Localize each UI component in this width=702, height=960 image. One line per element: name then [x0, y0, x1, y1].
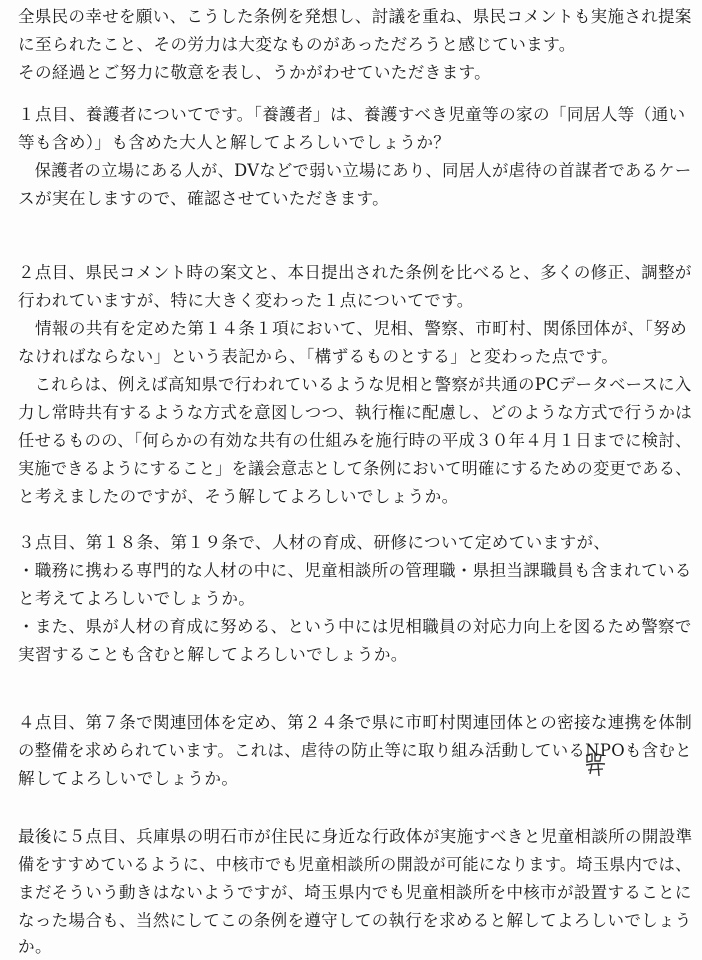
point3-line-5: 実習することも含むと解してよろしいでしょうか。	[18, 645, 408, 664]
point1-line-1: １点目、養護者についてです。「養護者」は、養護すべき児童等の家の「同居人等（通い	[18, 105, 686, 124]
point5-line-3: まだそういう動きはないようですが、埼玉県内でも児童相談所を中核市が設置することに	[18, 883, 692, 902]
point4-line-1: ４点目、第７条で関連団体を定め、第２４条で県に市町村関連団体との密接な連携を体制	[18, 713, 693, 732]
point2-line-2: 行われていますが、特に大きく変わった１点についてです。	[18, 291, 474, 310]
point2-line-9: と考えましたのですが、そう解してよろしいでしょうか。	[18, 487, 459, 506]
point2-line-8: 実施できるようにすること」を議会意志として条例において明確にするための変更である、	[18, 459, 692, 478]
point4-line-3: 解してよろしいでしょうか。	[18, 769, 239, 788]
point4-line-2: の整備を求められています。これは、虐待の防止等に取り組み活動しているNPOも含むと	[18, 741, 692, 760]
handwritten-annotation-mark	[583, 752, 609, 778]
intro-line-3: その経過とご努力に敬意を表し、うかがわせていただきます。	[18, 63, 492, 82]
point3-line-1: ３点目、第１８条、第１９条で、人材の育成、研修について定めていますが、	[18, 533, 611, 552]
point3-line-2: ・職務に携わる専門的な人材の中に、児童相談所の管理職・県担当課職員も含まれている	[18, 561, 692, 580]
intro-line-1: 全県民の幸せを願い、こうした条例を発想し、討議を重ね、県民コメントも実施され提案	[18, 7, 692, 26]
point3-line-4: ・また、県が人材の育成に努める、という中には児相職員の対応力向上を図るため警察で	[18, 617, 692, 636]
point2-line-3: 情報の共有を定めた第１４条１項において、児相、警察、市町村、関係団体が、「努め	[18, 319, 688, 338]
point3-line-3: と考えてよろしいでしょうか。	[18, 589, 256, 608]
point2-line-5: これらは、例えば高知県で行われているような児相と警察が共通のPCデータベースに入	[18, 375, 692, 394]
point2-line-1: ２点目、県民コメント時の案文と、本日提出された条例を比べると、多くの修正、調整が	[18, 263, 692, 282]
point2-line-4: なければならない」という表記から、「構ずるものとする」と変わった点です。	[18, 347, 619, 366]
point5-line-1: 最後に５点目、兵庫県の明石市が住民に身近な行政体が実施すべきと児童相談所の開設準	[18, 827, 693, 846]
point1-line-2: 等も含め）」も含めた大人と解してよろしいでしょうか？	[18, 133, 451, 152]
point5-line-2: 備をすすめているように、中核市でも児童相談所の開設が可能になります。埼玉県内では、	[18, 855, 692, 874]
point2-line-7: 任せるものの、「何らかの有効な共有の仕組みを施行時の平成３０年４月１日までに検討、	[18, 431, 692, 450]
point2-line-6: 力し常時共有するような方式を意図しつつ、執行権に配慮し、どのような方式で行うかは	[18, 403, 693, 422]
point5-line-5: か。	[18, 937, 52, 956]
intro-line-2: に至られたこと、その労力は大変なものがあっただろうと感じています。	[18, 35, 576, 54]
point5-line-4: なった場合も、当然にしてこの条例を遵守しての執行を求めると解してよろしいでしょう	[18, 911, 692, 930]
point1-line-4: スが実在しますので、確認させていただきます。	[18, 189, 390, 208]
point1-line-3: 保護者の立場にある人が、DVなどで弱い立場にあり、同居人が虐待の首謀者であるケー	[18, 161, 692, 180]
